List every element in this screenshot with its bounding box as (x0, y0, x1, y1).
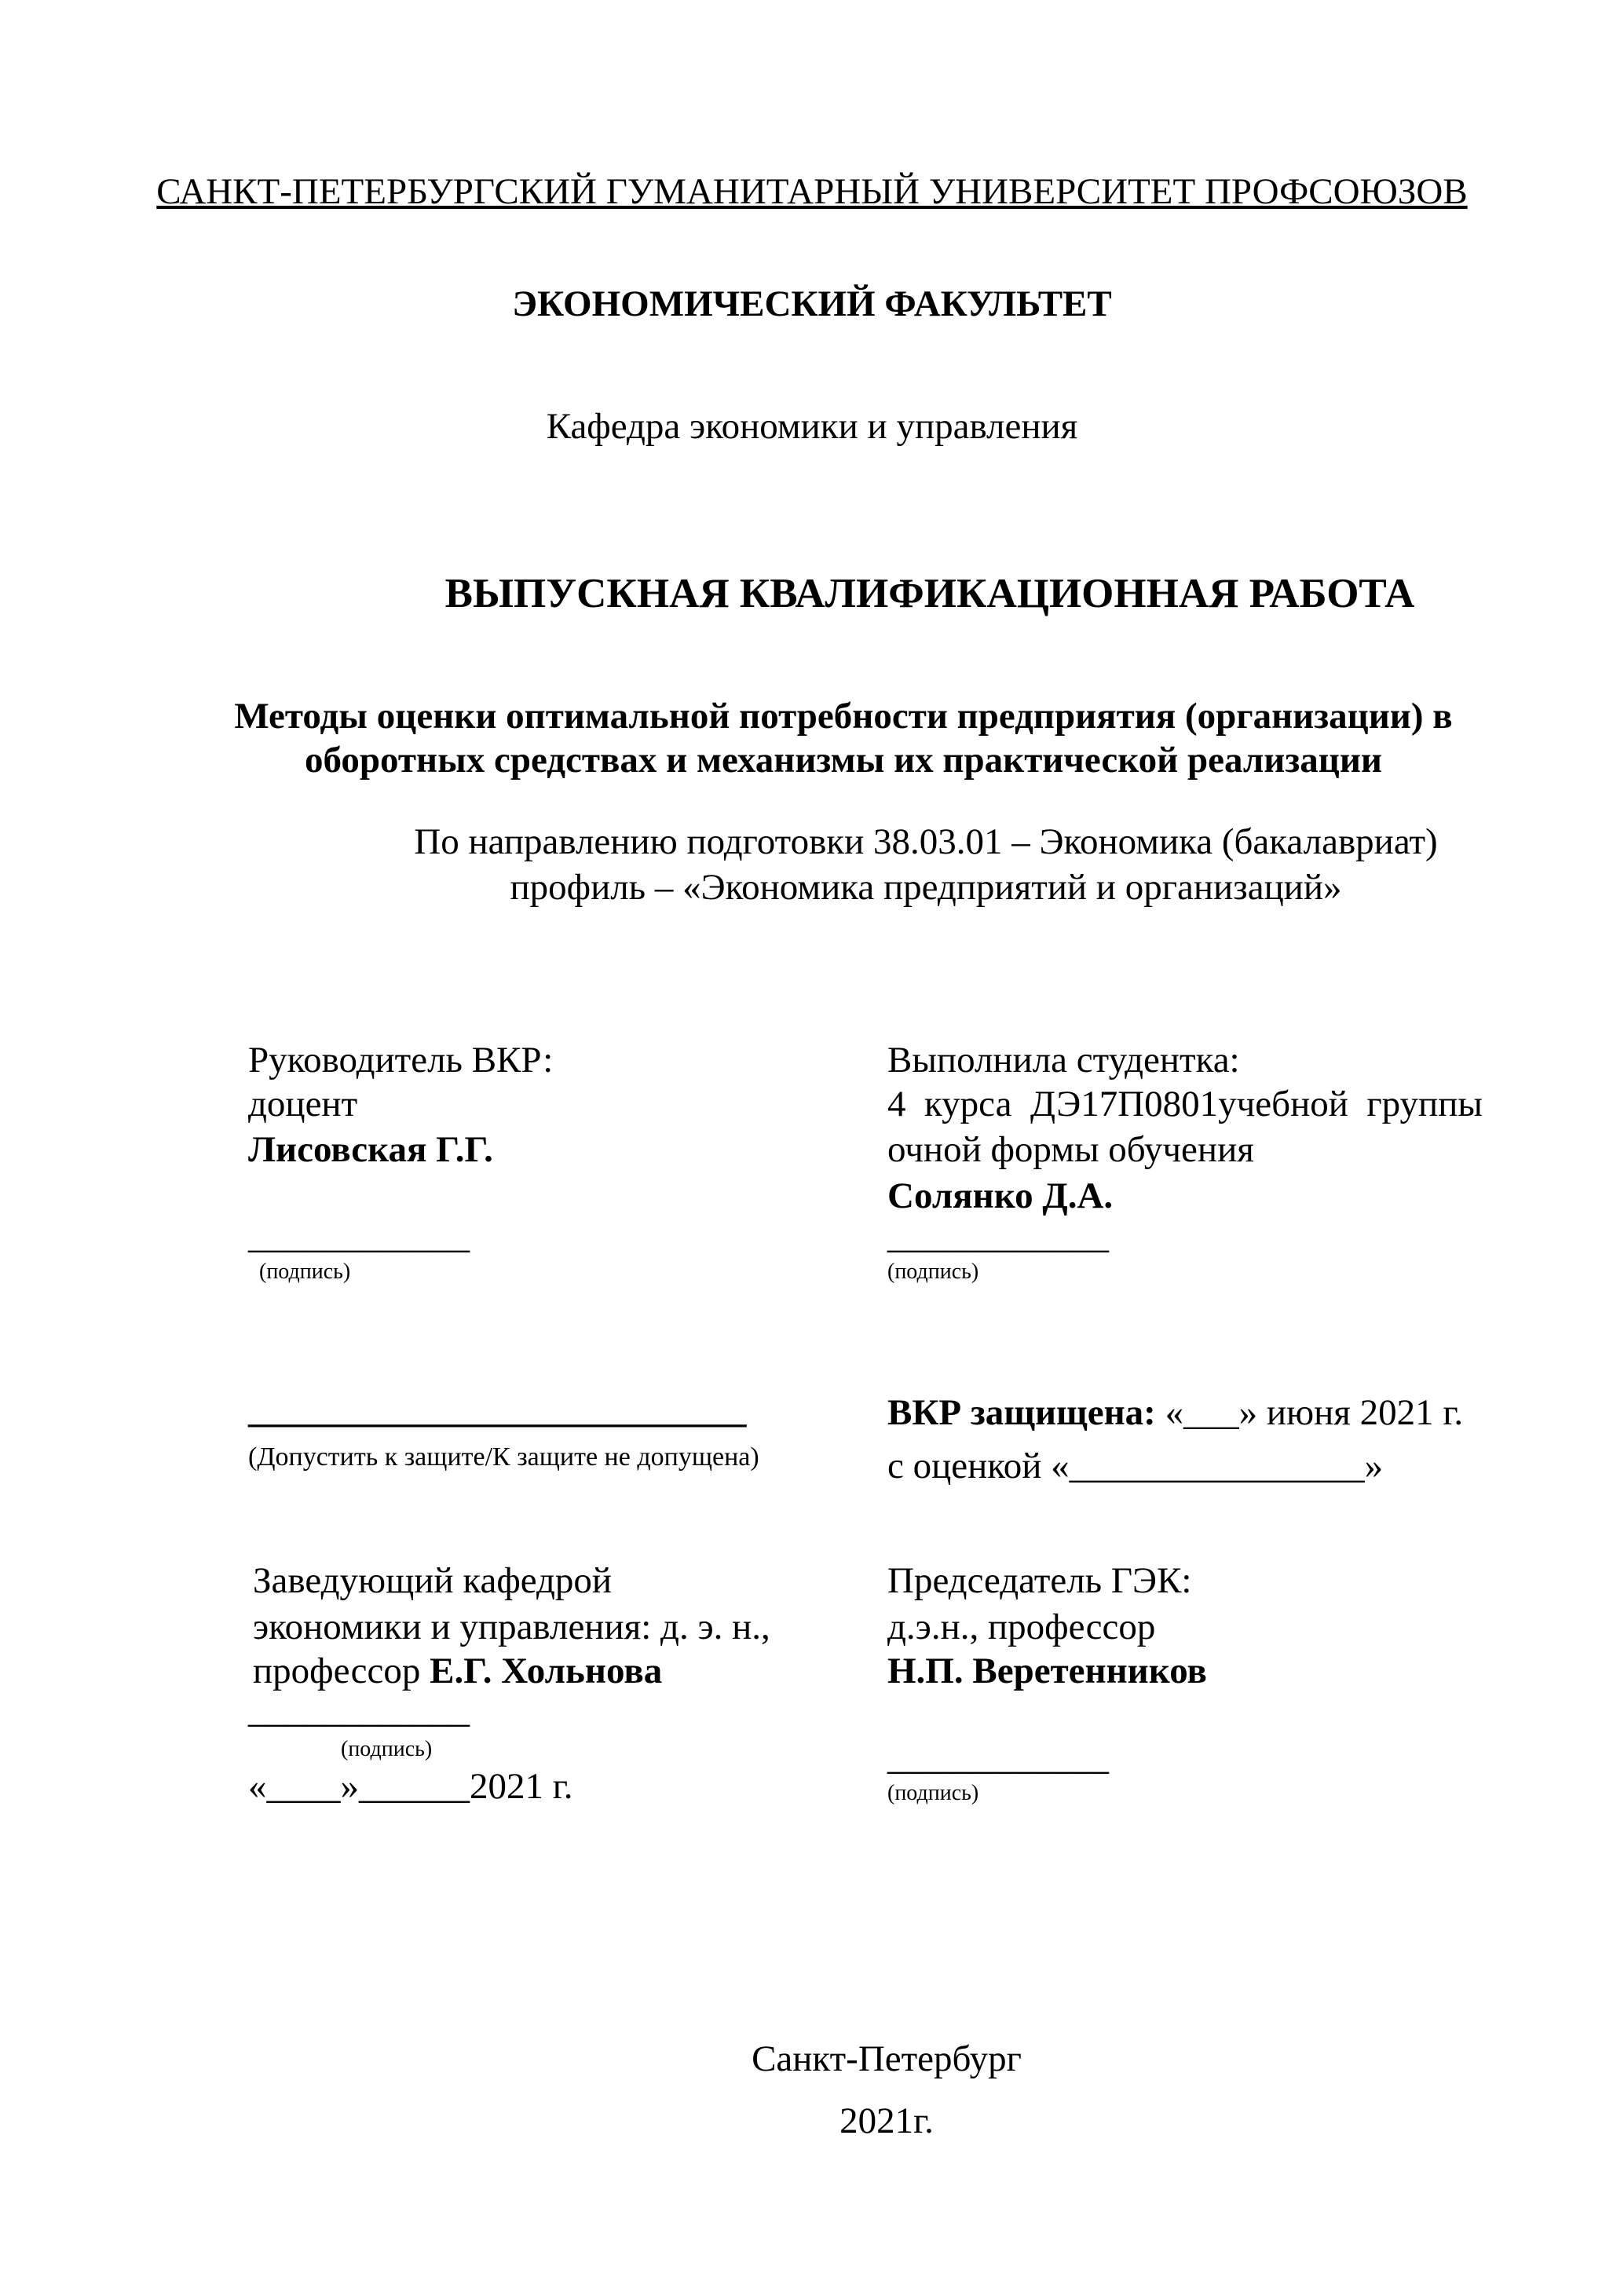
student-name: Солянко Д.А. (887, 1175, 1114, 1216)
head-title: профессор (253, 1651, 430, 1691)
admission-line: ___________________________ (248, 1390, 747, 1431)
student-signature-line: ____________ (887, 1216, 1109, 1256)
study-profile: профиль – «Экономика предприятий и организаций» (510, 867, 1342, 908)
department-name: Кафедра экономики и управления (546, 406, 1078, 447)
defense-date-line (887, 1391, 1463, 1435)
defense-label: ВКР защищена: (887, 1392, 1156, 1433)
head-name: Е.Г. Хольнова (430, 1651, 663, 1691)
admission-caption: (Допустить к защите/К защите не допущена) (248, 1442, 759, 1472)
head-position-line-2: экономики и управления: д. э. н., (253, 1607, 770, 1647)
year: 2021г. (839, 2100, 934, 2141)
supervisor-signature-caption: (подпись) (259, 1260, 351, 1284)
supervisor-position: доцент (248, 1084, 358, 1124)
supervisor-name: Лисовская Г.Г. (248, 1129, 493, 1170)
work-type-title: ВЫПУСКНАЯ КВАЛИФИКАЦИОННАЯ РАБОТА (444, 571, 1415, 616)
chairman-title: д.э.н., профессор (887, 1607, 1156, 1647)
supervisor-signature-line: ____________ (248, 1216, 470, 1256)
chairman-label: Председатель ГЭК: (887, 1560, 1192, 1601)
defense-date: «___» июня 2021 г. (1155, 1392, 1464, 1433)
student-study-form: очной формы обучения (887, 1129, 1254, 1170)
chairman-signature-caption: (подпись) (887, 1781, 979, 1805)
chairman-name: Н.П. Веретенников (887, 1651, 1207, 1691)
defense-grade: с оценкой «________________» (887, 1446, 1384, 1486)
head-signature-caption: (подпись) (341, 1737, 433, 1761)
topic-line-2: оборотных средствах и механизмы их практической реализации (305, 740, 1382, 781)
head-signature-line: ____________ (248, 1690, 470, 1731)
student-group: 4 курса ДЭ17П0801учебной группы (887, 1084, 1483, 1124)
head-position-line-1: Заведующий кафедрой (253, 1560, 613, 1601)
student-label: Выполнила студентка: (887, 1040, 1240, 1080)
head-date: «____»______2021 г. (248, 1766, 573, 1807)
city: Санкт-Петербург (752, 2038, 1022, 2079)
topic-line-1: Методы оценки оптимальной потребности предприятия (организации) в (234, 696, 1453, 737)
faculty-name: ЭКОНОМИЧЕСКИЙ ФАКУЛЬТЕТ (512, 283, 1112, 324)
supervisor-label: Руководитель ВКР: (248, 1040, 554, 1080)
chairman-signature-line: ____________ (887, 1737, 1109, 1778)
head-name-line (253, 1649, 662, 1693)
student-signature-caption: (подпись) (887, 1260, 979, 1284)
university-name: САНКТ-ПЕТЕРБУРГСКИЙ ГУМАНИТАРНЫЙ УНИВЕРСИТЕТ ПРОФСОЮЗОВ (156, 171, 1468, 212)
study-direction: По направлению подготовки 38.03.01 – Экономика (бакалавриат) (414, 821, 1438, 862)
